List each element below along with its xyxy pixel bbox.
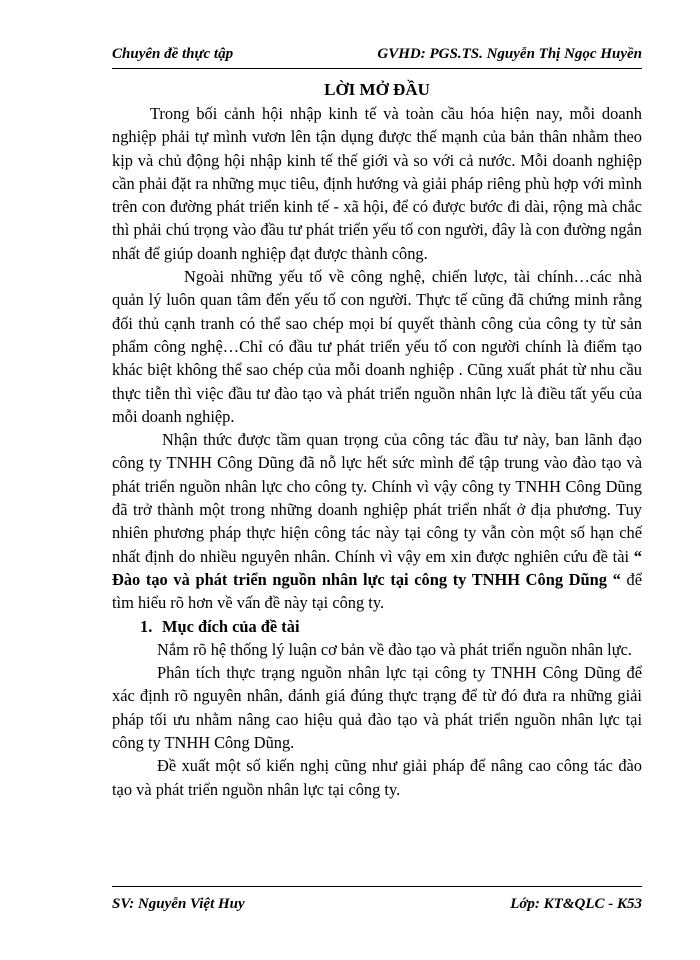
paragraph-objective-theory: Nắm rõ hệ thống lý luận cơ bản về đào tạo và phát triển nguồn nhân lực.	[157, 639, 632, 659]
page-title: LỜI MỞ ĐẦU	[324, 80, 430, 99]
topic-title: “ Đào tạo và phát triển nguồn nhân lực tại công ty TNHH Công Dũng “	[112, 546, 642, 589]
paragraph-objective-proposal: Đề xuất một số kiến nghị cũng như giải pháp để nâng cao công tác đào tạo và phát triển nguồn nhân lực tại công ty.	[112, 756, 642, 799]
paragraph-human-factor: Ngoài những yếu tố về công nghệ, chiến lược, tài chính…các nhà quản lý luôn quan tâm đến yếu tố con người. Thực tế cũng đã chứng minh rằng đối thủ cạnh tranh có thể sao chép mọi bí quyết thành công của công ty từ sản phẩm công nghệ…Chỉ có đầu tư phát triển yếu tố con người chính là điểm tạo khác biệt không thể sao chép của mỗi doanh nghiệp . Cũng xuất phát từ nhu cầu thực tiễn thì việc đầu tư đào tạo và phát triển nguồn nhân lực là điều tất yếu của mỗi doanh nghiệp.	[112, 267, 642, 426]
page-footer	[112, 896, 642, 913]
paragraph-context: Trong bối cảnh hội nhập kinh tế và toàn cầu hóa hiện nay, mỗi doanh nghiệp phải tự mình vươn lên tận dụng được thế mạnh của bản thân nhằm theo kịp và chủ động hội nhập kinh tế thế giới và so với cả nước. Mỗi doanh nghiệp cần phải đặt ra những mục tiêu, định hướng và giải pháp riêng phù hợp với mình trên con đường phát triển kinh tế - xã hội, để có được bước đi dài, rộng mà chắc thì phải chú trọng vào đầu tư phát triển yếu tố con người, đây là con đường ngắn nhất để giúp doanh nghiệp đạt được thành công.	[112, 104, 642, 263]
footer-student: SV: Nguyễn Việt Huy	[112, 896, 245, 912]
section-number: 1.	[140, 616, 153, 636]
section-title: Mục đích của đề tài	[162, 616, 300, 636]
footer-class: Lớp: KT&QLC - K53	[510, 896, 642, 912]
paragraph-topic-outro: để tìm hiểu rõ hơn về vấn đề này tại công ty.	[112, 569, 642, 613]
section-heading	[112, 615, 642, 638]
footer-rule	[112, 886, 642, 887]
header-rule	[112, 68, 642, 69]
document-body	[112, 102, 642, 801]
page-header	[112, 46, 642, 63]
paragraph-topic	[112, 428, 642, 614]
header-left-text: Chuyên đề thực tập	[112, 46, 234, 62]
header-right-text: GVHD: PGS.TS. Nguyễn Thị Ngọc Huyền	[377, 46, 642, 62]
paragraph-objective-analysis: Phân tích thực trạng nguồn nhân lực tại công ty TNHH Công Dũng để xác định rõ nguyên nhân, đánh giá đúng thực trạng để từ đó đưa ra những giải pháp tối ưu nhằm nâng cao hiệu quả đào tạo và phát triển nguồn nhân lực tại công ty TNHH Công Dũng.	[112, 663, 642, 753]
paragraph-topic-intro: Nhận thức được tầm quan trọng của công tác đầu tư này, ban lãnh đạo công ty TNHH Công Dũng đã nỗ lực hết sức mình để tập trung vào đào tạo và phát triển nguồn nhân lực cho công ty. Chính vì vậy công ty TNHH Công Dũng đã trở thành một trong những doanh nghiệp phát triển nhất ở địa phương. Tuy nhiên phương pháp thực hiện công tác này tại công ty vẫn còn một số hạn chế nhất định do nhiều nguyên nhân. Chính vì vậy em xin được nghiên cứu đề tài	[112, 430, 642, 566]
